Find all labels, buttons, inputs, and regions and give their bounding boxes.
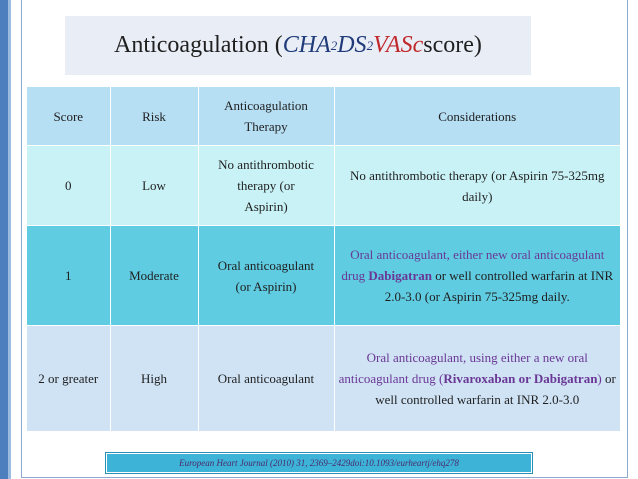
slide-left-accent-bar: [0, 0, 8, 479]
considerations-line: daily): [462, 188, 493, 204]
considerations-purple-text: ): [597, 371, 602, 386]
therapy-line: therapy (or: [237, 178, 295, 193]
title-subscript-2b: 2: [366, 37, 374, 53]
drug-names: Rivaroxaban or Dabigatran: [443, 371, 598, 386]
cell-risk: Moderate: [110, 226, 198, 326]
considerations-text: 2.0-3.0 (or Aspirin 75-325mg daily.: [384, 289, 570, 304]
cell-therapy: [198, 146, 334, 226]
header-therapy-line2: Therapy: [244, 119, 288, 134]
title-suffix: score): [423, 32, 482, 58]
considerations-purple-text: Oral anticoagulant, either new oral anticoagulant: [350, 247, 605, 262]
cell-score: 2 or greater: [27, 326, 110, 432]
title-prefix: Anticoagulation (: [114, 32, 283, 58]
reference-citation: European Heart Journal (2010) 31, 2369–2429doi:10.1093/eurheartj/ehq278: [106, 453, 532, 473]
table-header-row: [27, 87, 620, 146]
cell-risk: High: [110, 326, 198, 432]
cell-considerations: [334, 226, 620, 326]
header-therapy: [198, 87, 334, 146]
considerations-line: No antithrombotic therapy (or Aspirin 75-325mg: [349, 167, 605, 183]
cell-therapy: Oral anticoagulant: [198, 326, 334, 432]
therapy-line: No antithrombotic: [218, 157, 314, 172]
anticoagulation-score-table: [27, 87, 620, 432]
table-row-high: [27, 326, 620, 432]
therapy-line: Oral anticoagulant: [217, 257, 315, 273]
considerations-purple-text: anticoagulant drug (: [338, 371, 444, 386]
header-score: Score: [27, 87, 110, 146]
cell-therapy: [198, 226, 334, 326]
title-ds: DS: [337, 32, 367, 58]
considerations-purple-text: drug: [341, 268, 366, 283]
cell-score: 1: [27, 226, 110, 326]
title-cha: CHA: [282, 32, 331, 58]
title-subscript-2a: 2: [330, 37, 338, 53]
drug-name: Dabigatran: [368, 268, 432, 283]
cell-score: 0: [27, 146, 110, 226]
header-risk: Risk: [110, 87, 198, 146]
considerations-text: or: [601, 371, 616, 386]
considerations-purple-text: Oral anticoagulant, using either a new oral: [366, 350, 588, 365]
table-row-low: [27, 146, 620, 226]
considerations-text: or well controlled warfarin at INR: [431, 268, 614, 283]
header-considerations: Considerations: [334, 87, 620, 146]
slide-title: [65, 16, 531, 75]
cell-considerations: [334, 146, 620, 226]
title-vasc: VASc: [373, 32, 424, 58]
considerations-text: well controlled warfarin at INR 2.0-3.0: [375, 392, 580, 407]
therapy-line: Aspirin): [244, 199, 288, 214]
header-therapy-line1: Anticoagulation: [224, 98, 308, 113]
slide-left-accent-stripe: [8, 0, 11, 479]
table-row-moderate: [27, 226, 620, 326]
cell-considerations: [334, 326, 620, 432]
cell-risk: Low: [110, 146, 198, 226]
therapy-line: (or Aspirin): [235, 278, 297, 294]
